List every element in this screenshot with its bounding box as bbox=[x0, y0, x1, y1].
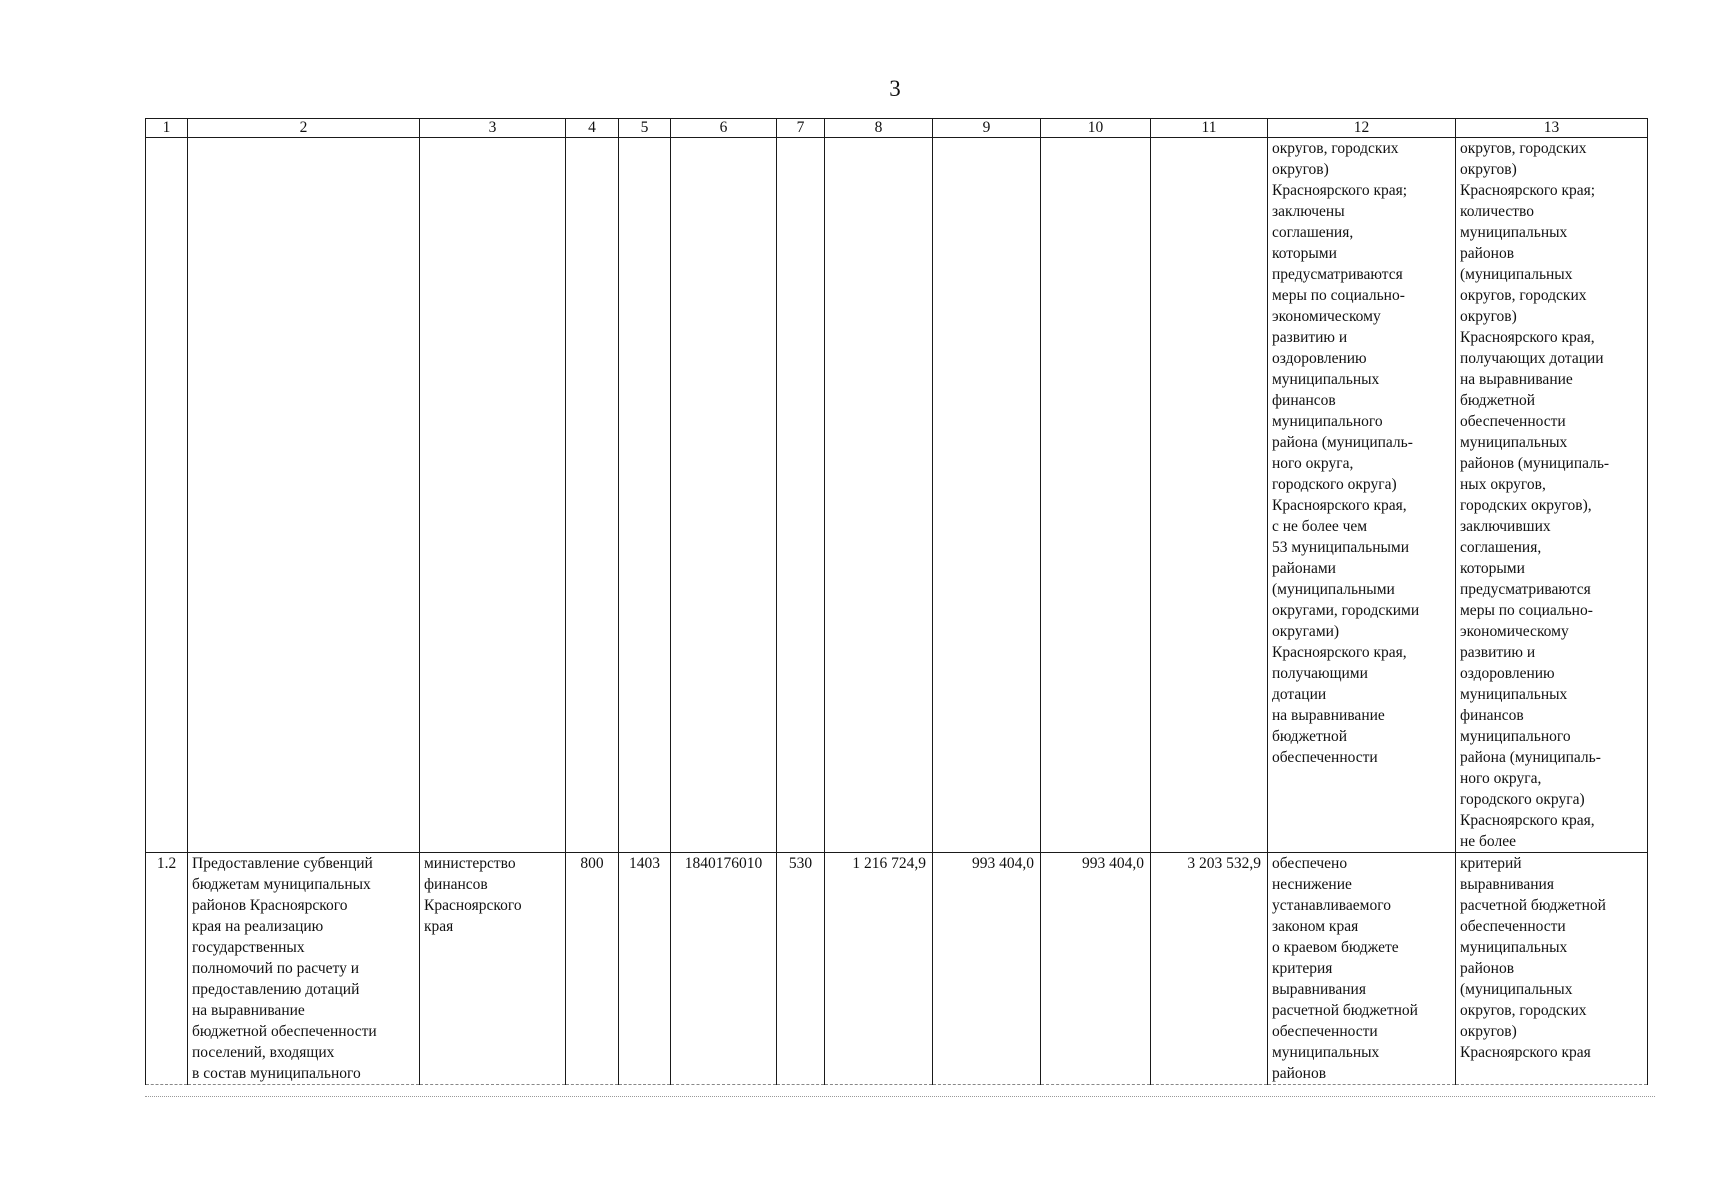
amount-cell: 993 404,0 bbox=[933, 853, 1041, 1085]
column-number: 4 bbox=[566, 119, 619, 138]
column-number: 1 bbox=[146, 119, 188, 138]
column-number: 11 bbox=[1151, 119, 1268, 138]
item-number-cell: 1.2 bbox=[146, 853, 188, 1085]
column-number: 7 bbox=[777, 119, 825, 138]
program-table bbox=[145, 118, 1648, 1085]
code-cell: 1403 bbox=[619, 853, 671, 1085]
administrator-cell: министерство финансов Красноярского края bbox=[420, 853, 566, 1085]
result-text-cell: обеспечено неснижение устанавливаемого законом края о краевом бюджете критерия выравнивания расчетной бюджетной обеспеченности муниципальных районов bbox=[1268, 853, 1456, 1085]
empty-cell bbox=[146, 138, 188, 853]
code-cell: 530 bbox=[777, 853, 825, 1085]
code-cell: 800 bbox=[566, 853, 619, 1085]
empty-cell bbox=[1151, 138, 1268, 853]
measure-name-cell: Предоставление субвенций бюджетам муниципальных районов Красноярского края на реализацию государственных полномочий по расчету и предоставлению дотаций на выравнивание бюджетной обеспеченности поселений, входящих в состав муниципального bbox=[188, 853, 420, 1085]
table-row-1-2 bbox=[146, 853, 1648, 1085]
empty-cell bbox=[777, 138, 825, 853]
empty-cell bbox=[825, 138, 933, 853]
code-cell: 1840176010 bbox=[671, 853, 777, 1085]
column-number: 5 bbox=[619, 119, 671, 138]
empty-cell bbox=[933, 138, 1041, 853]
empty-cell bbox=[1041, 138, 1151, 853]
amount-cell: 993 404,0 bbox=[1041, 853, 1151, 1085]
column-number: 3 bbox=[420, 119, 566, 138]
column-number: 8 bbox=[825, 119, 933, 138]
column-number: 10 bbox=[1041, 119, 1151, 138]
page-number: 3 bbox=[889, 76, 901, 101]
column-number: 9 bbox=[933, 119, 1041, 138]
empty-cell bbox=[566, 138, 619, 853]
scan-edge-marks bbox=[145, 1096, 1655, 1101]
empty-cell bbox=[619, 138, 671, 853]
column-number: 13 bbox=[1456, 119, 1648, 138]
amount-cell: 1 216 724,9 bbox=[825, 853, 933, 1085]
empty-cell bbox=[420, 138, 566, 853]
empty-cell bbox=[188, 138, 420, 853]
indicator-text-cell: критерий выравнивания расчетной бюджетной обеспеченности муниципальных районов (муниципальных округов, городских округов) Красноярского края bbox=[1456, 853, 1648, 1085]
column-number: 6 bbox=[671, 119, 777, 138]
column-number: 2 bbox=[188, 119, 420, 138]
column-number-row bbox=[146, 119, 1648, 138]
empty-cell bbox=[671, 138, 777, 853]
table-row-continuation bbox=[146, 138, 1648, 853]
amount-total-cell: 3 203 532,9 bbox=[1151, 853, 1268, 1085]
column-number: 12 bbox=[1268, 119, 1456, 138]
result-text-cell: округов, городских округов) Красноярского края; заключены соглашения, которыми предусматриваются меры по социально- экономическому развитию и оздоровлению муниципальных финансов муниципального района (муниципаль- ного округа, городского округа) Красноярского края, с не более чем 53 муниципальными районами (муниципальными округами, городскими округами) Красноярского края, получающими дотации на выравнивание бюджетной обеспеченности bbox=[1268, 138, 1456, 853]
indicator-text-cell: округов, городских округов) Красноярского края; количество муниципальных районов (муниципальных округов, городских округов) Красноярского края, получающих дотации на выравнивание бюджетной обеспеченности муниципальных районов (муниципаль- ных округов, городских округов), заключивших соглашения, которыми предусматриваются меры по социально- экономическому развитию и оздоровлению муниципальных финансов муниципального района (муниципаль- ного округа, городского округа) Красноярского края, не более bbox=[1456, 138, 1648, 853]
